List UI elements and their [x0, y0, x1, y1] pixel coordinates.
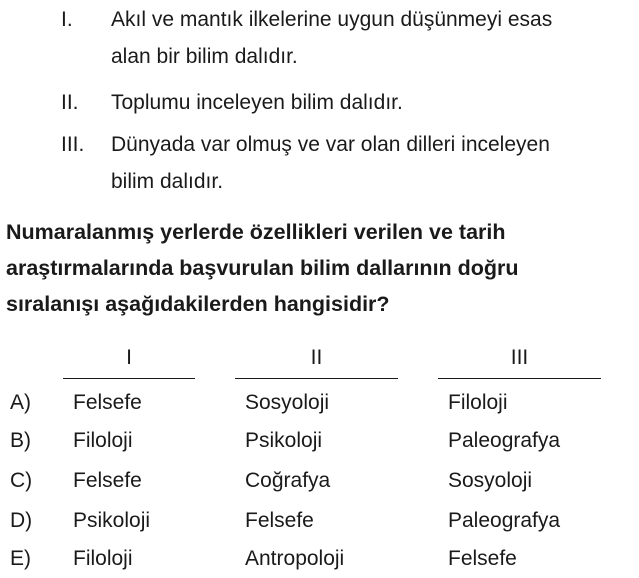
column-rule-1 — [63, 378, 195, 379]
option-cell-1: Psikoloji — [73, 509, 151, 532]
option-cell-2: Coğrafya — [245, 469, 331, 492]
column-header-2: II — [310, 346, 323, 369]
column-rule-3 — [438, 378, 601, 379]
question-line: sıralanışı aşağıdakilerden hangisidir? — [6, 292, 390, 316]
option-cell-3: Paleografya — [448, 509, 561, 532]
column-header-1: I — [126, 346, 132, 369]
option-cell-2: Felsefe — [245, 509, 314, 532]
option-letter[interactable]: B) — [10, 429, 31, 452]
statement-line: alan bir bilim dalıdır. — [111, 45, 298, 68]
statement-line: bilim dalıdır. — [111, 170, 224, 193]
option-letter[interactable]: E) — [10, 547, 31, 570]
option-cell-2: Sosyoloji — [245, 391, 330, 414]
statement-text — [111, 1, 639, 75]
statement-line: Toplumu inceleyen bilim dalıdır. — [111, 91, 403, 114]
option-letter[interactable]: D) — [10, 509, 33, 532]
option-letter[interactable]: A) — [10, 391, 31, 414]
statement-number: III. — [61, 133, 85, 156]
option-cell-2: Antropoloji — [245, 547, 345, 570]
question-stem — [6, 214, 636, 322]
option-letter[interactable]: C) — [10, 469, 33, 492]
column-header-3: III — [510, 346, 529, 369]
statement-line: Akıl ve mantık ilkelerine uygun düşünmeyi esas — [111, 8, 553, 31]
option-cell-1: Felsefe — [73, 469, 142, 492]
statement-text — [111, 126, 639, 200]
statement-number: I. — [61, 8, 73, 31]
option-cell-1: Filoloji — [73, 429, 133, 452]
option-cell-3: Sosyoloji — [448, 469, 533, 492]
statement-text — [111, 84, 639, 121]
column-rule-2 — [235, 378, 398, 379]
option-cell-3: Paleografya — [448, 429, 561, 452]
question-line: Numaralanmış yerlerde özellikleri verilen ve tarih — [6, 220, 506, 244]
option-cell-2: Psikoloji — [245, 429, 323, 452]
option-cell-3: Filoloji — [448, 391, 508, 414]
option-cell-3: Felsefe — [448, 547, 517, 570]
option-cell-1: Filoloji — [73, 547, 133, 570]
option-cell-1: Felsefe — [73, 391, 142, 414]
question-line: araştırmalarında başvurulan bilim dallarının doğru — [6, 256, 519, 280]
statement-number: II. — [61, 91, 79, 114]
statement-line: Dünyada var olmuş ve var olan dilleri inceleyen — [111, 133, 550, 156]
